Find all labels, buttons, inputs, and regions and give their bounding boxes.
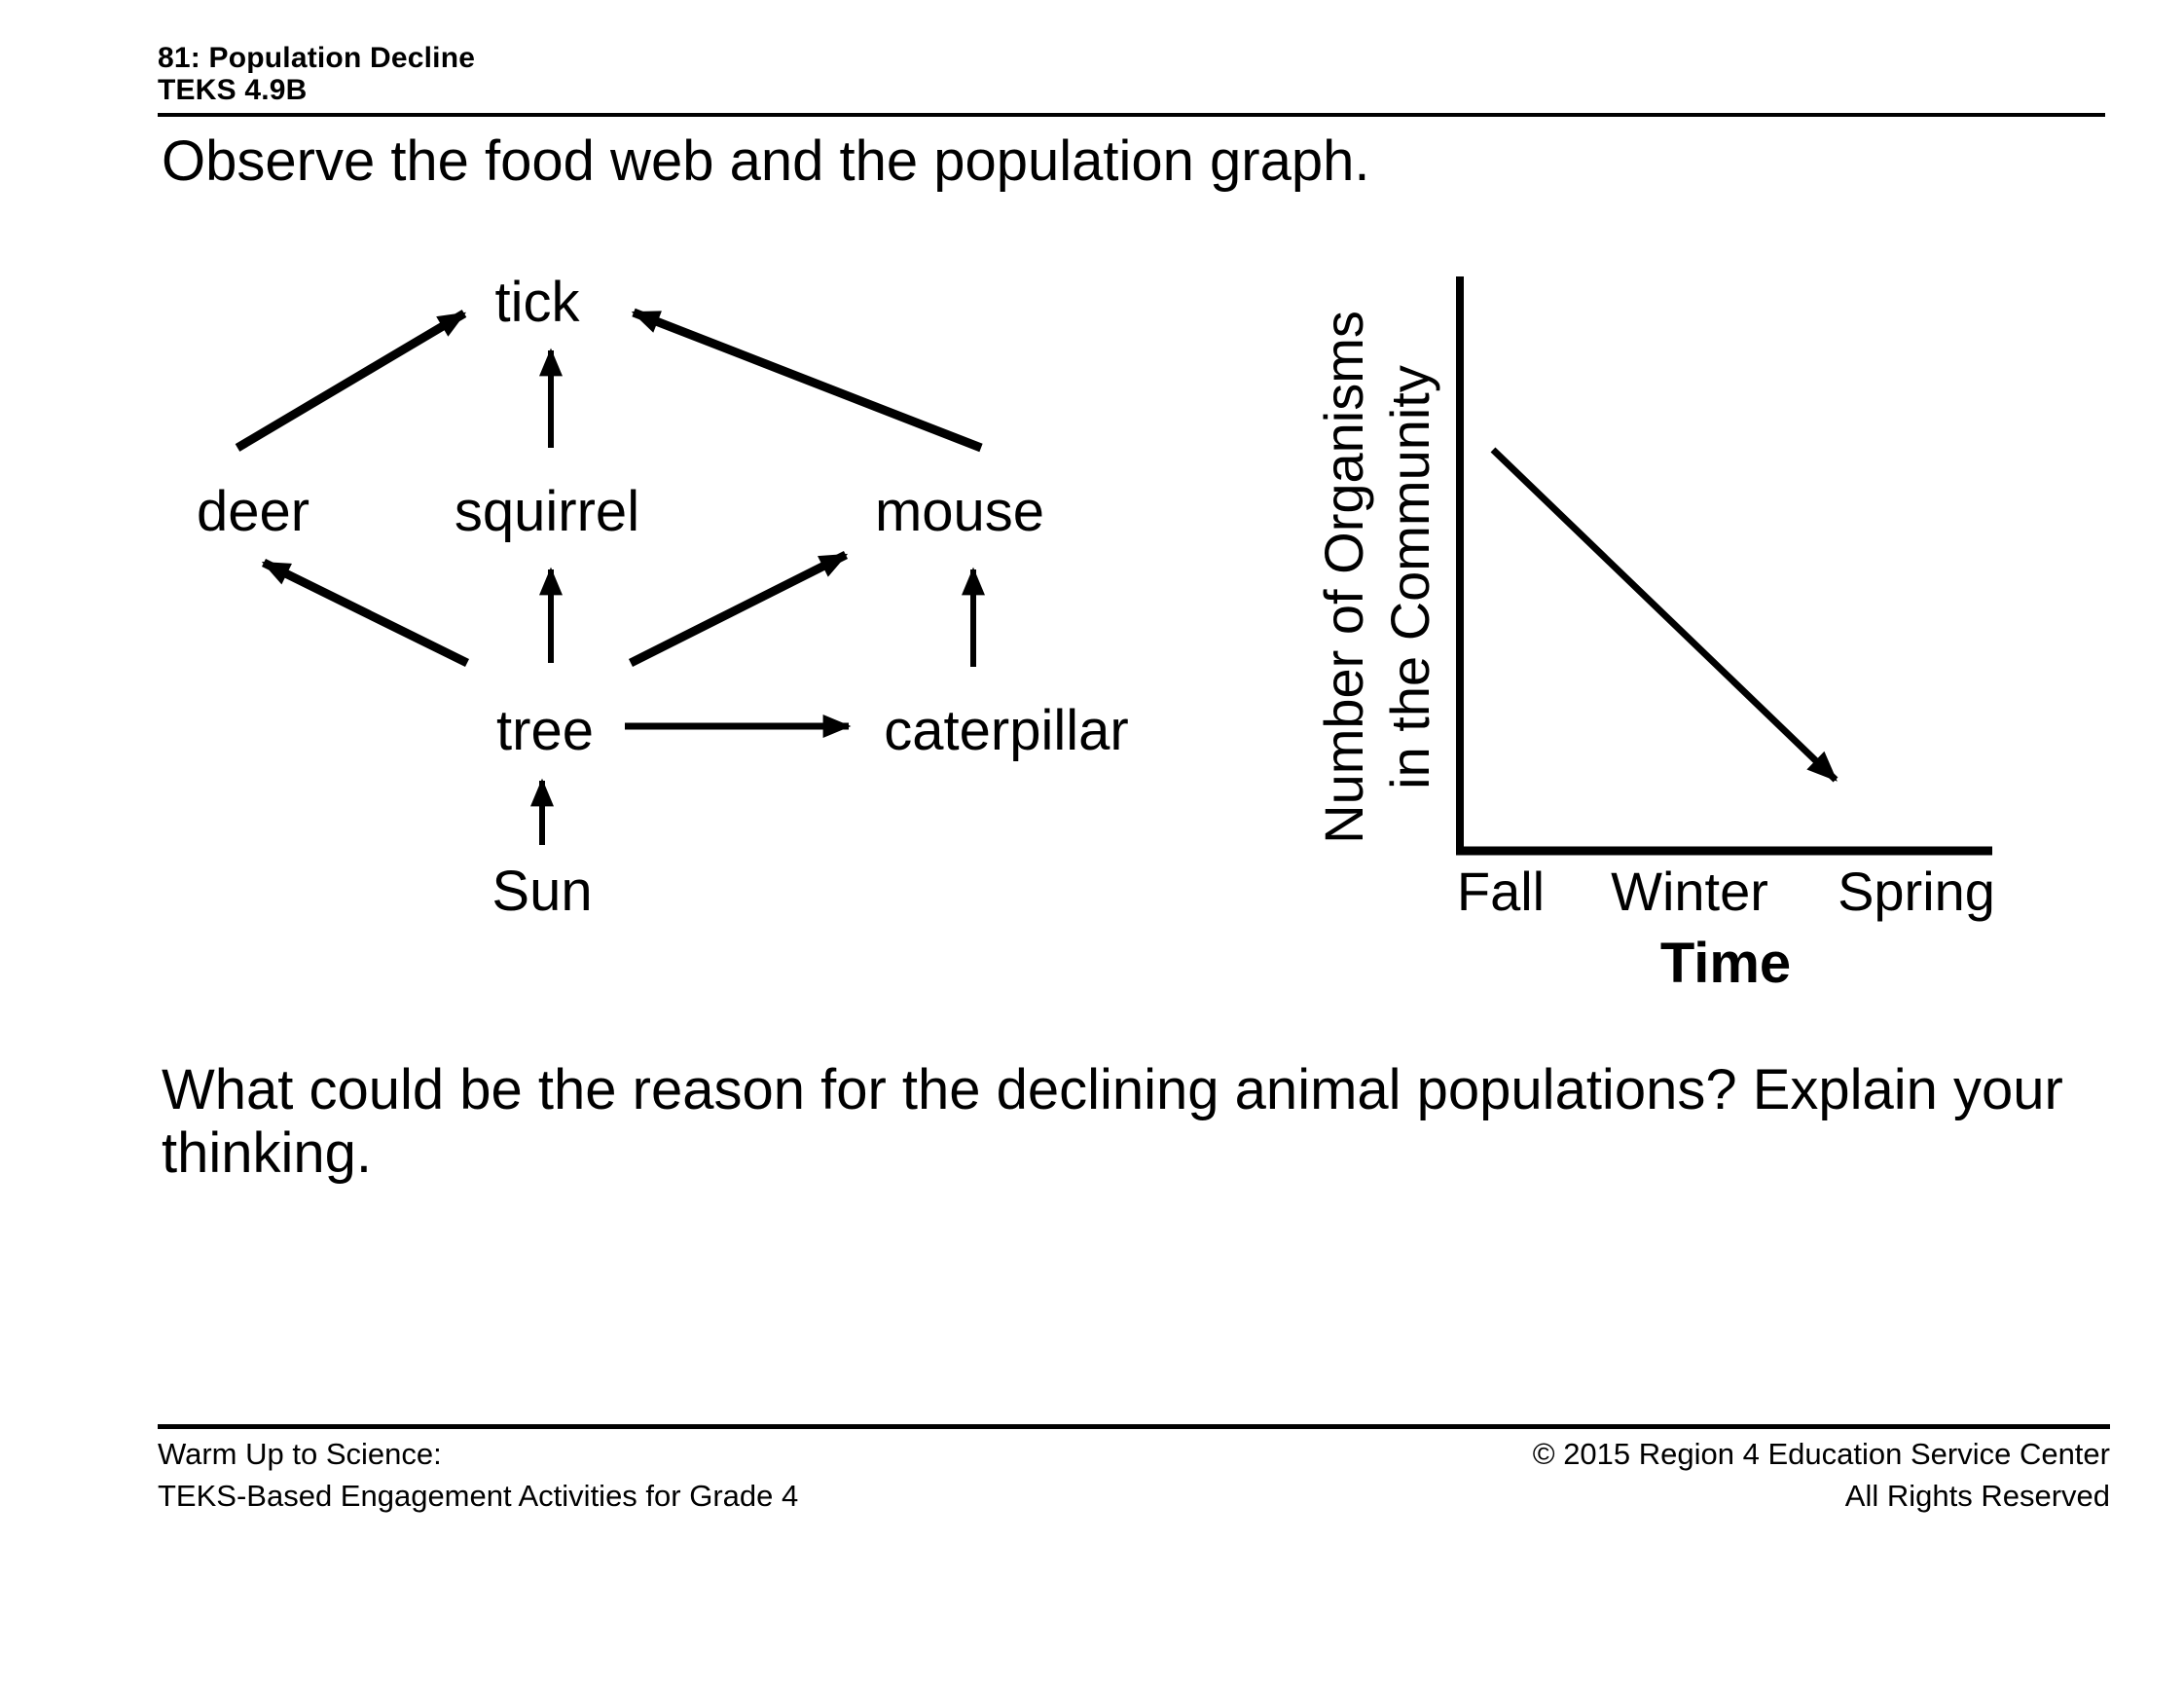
header-block: [158, 42, 475, 106]
node-sun: Sun: [491, 860, 593, 923]
node-caterpillar: caterpillar: [884, 699, 1129, 762]
x-axis-label-time: Time: [1659, 932, 1792, 995]
teks-standard: TEKS 4.9B: [158, 74, 308, 106]
header-divider: [158, 113, 2105, 117]
x-tick-winter: Winter: [1611, 861, 1768, 922]
question-line1: What could be the reason for the declining animal populations? Explain your: [162, 1058, 2063, 1121]
food-web-diagram: [146, 243, 1217, 1022]
worksheet-title: 81: Population Decline: [158, 42, 476, 74]
y-axis-label-line2: in the Community: [1379, 365, 1440, 789]
arrow-tree-to-deer: [264, 563, 467, 663]
x-tick-fall: Fall: [1456, 861, 1546, 922]
node-squirrel: squirrel: [454, 480, 640, 543]
footer-copyright: © 2015 Region 4 Education Service Center: [1532, 1437, 2110, 1471]
question-block: [162, 1058, 2063, 1185]
arrow-deer-to-tick: [237, 313, 464, 448]
footer-right: [1533, 1433, 2110, 1517]
node-mouse: mouse: [874, 480, 1045, 543]
footer-series-title: Warm Up to Science:: [158, 1437, 442, 1471]
declining-trend-arrow: [1493, 450, 1836, 780]
node-deer: deer: [196, 480, 310, 543]
footer-divider: [158, 1424, 2110, 1429]
arrow-mouse-to-tick: [634, 312, 981, 448]
node-tick: tick: [494, 271, 580, 334]
footer-series-subtitle: TEKS-Based Engagement Activities for Grade 4: [158, 1479, 799, 1513]
question-line2: thinking.: [162, 1121, 373, 1185]
footer-rights: All Rights Reserved: [1844, 1479, 2110, 1513]
x-tick-spring: Spring: [1838, 861, 1995, 922]
arrow-tree-to-mouse: [631, 555, 846, 663]
instruction-text: Observe the food web and the population graph.: [162, 129, 1370, 193]
population-graph: [1265, 243, 2044, 1022]
y-axis-label-line1: Number of Organisms: [1313, 311, 1374, 844]
footer-left: [158, 1433, 798, 1517]
node-tree: tree: [496, 699, 594, 762]
